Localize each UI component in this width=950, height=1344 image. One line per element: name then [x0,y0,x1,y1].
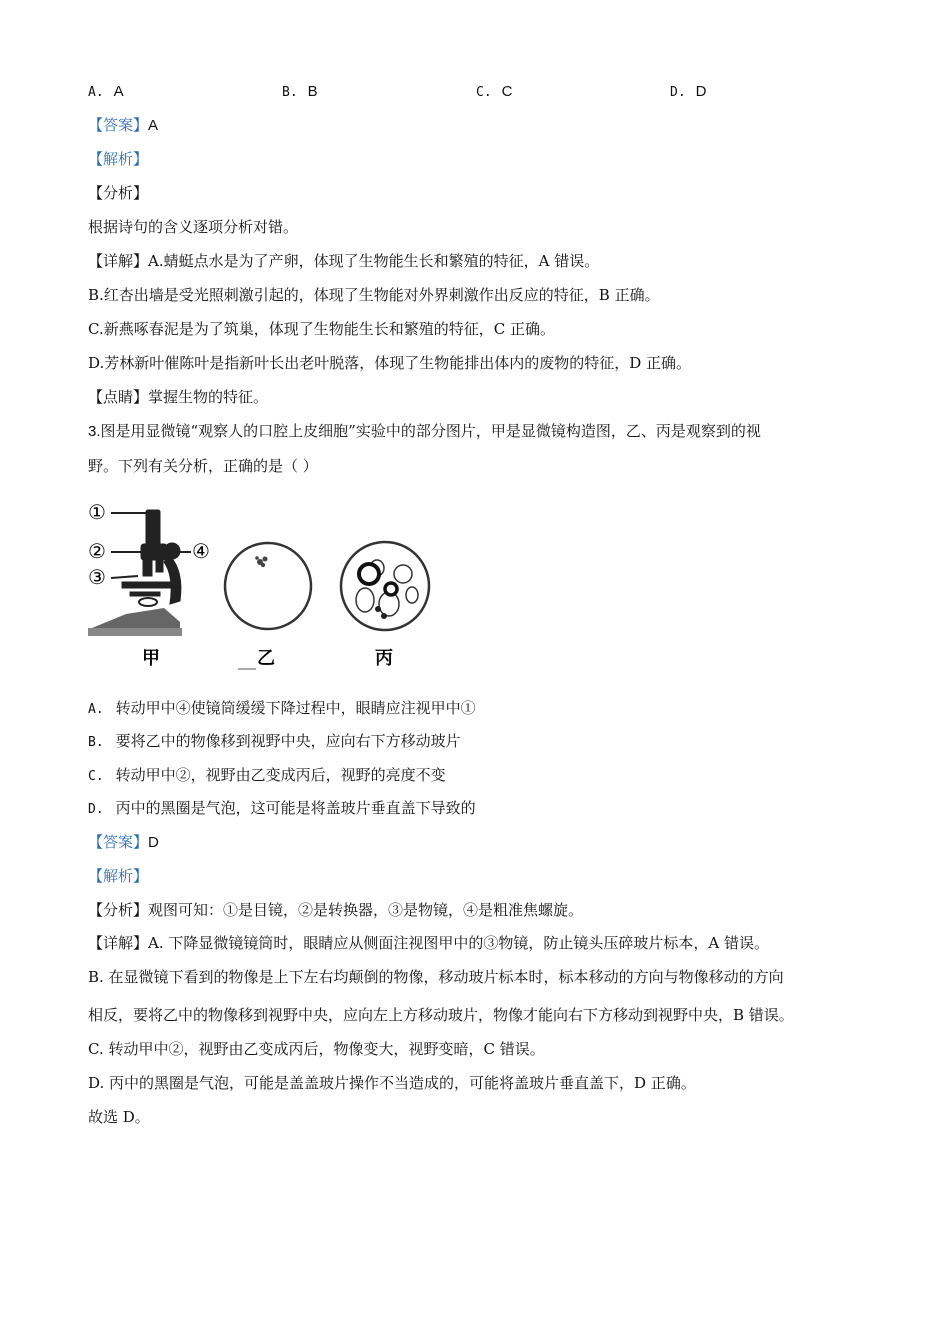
q3-conclusion: 故选 D。 [88,1108,150,1126]
question-stem-line2: 野。下列有关分析，正确的是（ ） [88,457,318,475]
fenxi-text: 观图可知：①是目镜，②是转换器，③是物镜，④是粗准焦螺旋。 [148,901,584,919]
fenxi-label: 【分析】 [88,184,149,202]
dianjing-text: 掌握生物的特征。 [148,388,269,406]
detail-text: A.蜻蜓点水是为了产卵，体现了生物能生长和繁殖的特征，A 错误。 [148,252,600,270]
q3-option-a [88,698,476,720]
fenxi-label: 【分析】 [88,901,149,919]
marker-2: ② [88,539,106,563]
detail-line-c: C.新燕啄春泥是为了筑巢，体现了生物能生长和繁殖的特征，C 正确。 [88,320,555,338]
option-a [88,81,124,103]
question-stem: 图是用显微镜“观察人的口腔上皮细胞”实验中的部分图片，甲是显微镜构造图，乙、丙是观察到的视 [100,422,761,440]
q3-fenxi-line [88,900,583,920]
option-value: C [501,83,513,100]
option-c [476,81,513,103]
question-stem-line1 [88,421,761,442]
q3-answer-line [88,832,159,853]
q3-detail-line-b2: 相反，要将乙中的物像移到视野中央，应向左上方移动玻片，物像才能向右下方移动到视野中央，B 错误。 [88,1006,794,1024]
fenxi-text: 根据诗句的含义逐项分析对错。 [88,218,299,236]
answer-line [88,115,158,136]
option-value: B [307,83,318,100]
option-key: A. [88,85,104,100]
option-text: 要将乙中的物像移到视野中央，应向右下方移动玻片 [115,732,461,750]
option-b [282,81,318,103]
marker-3: ③ [88,565,106,589]
option-key: D. [88,802,104,817]
dianjing-line [88,387,268,407]
dianjing-label: 【点睛】 [88,388,149,406]
option-key: C. [476,85,492,100]
marker-4: ④ [192,539,210,563]
bubble-icon [359,564,397,619]
caption-jia: 甲 [142,648,160,669]
option-key: A. [88,702,104,717]
answer-label: 【答案】 [88,116,149,134]
detail-label: 【详解】 [88,934,149,952]
option-value: A [113,83,124,100]
q3-analysis-label: 【解析】 [88,867,149,885]
caption-yi: 乙 [257,648,275,669]
q3-detail-line-c: C. 转动甲中②，视野由乙变成丙后，物像变大，视野变暗，C 错误。 [88,1040,545,1058]
question-number: 3. [88,423,101,440]
q3-option-c [88,765,446,787]
answer-value: A [148,117,159,134]
option-d [670,81,707,103]
caption-bing: 丙 [375,648,393,669]
cell-cluster-yi [255,556,267,567]
option-key: C. [88,769,104,784]
q3-option-b [88,731,461,753]
option-text: 转动甲中④使镜筒缓缓下降过程中，眼睛应注视甲中① [115,699,476,717]
q3-detail-line-b1: B. 在显微镜下看到的物像是上下左右均颠倒的物像，移动玻片标本时，标本移动的方向与物像移动的方向 [88,968,784,986]
view-yi [225,543,311,629]
microscope-figure [86,496,436,676]
option-key: B. [88,735,104,750]
detail-line-a [88,251,599,271]
option-value: D [695,83,707,100]
analysis-label: 【解析】 [88,150,149,168]
option-key: D. [670,85,686,100]
option-text: 转动甲中②，视野由乙变成丙后，视野的亮度不变 [115,766,446,784]
marker-1: ① [88,500,106,524]
detail-line-d: D.芳林新叶催陈叶是指新叶长出老叶脱落，体现了生物能排出体内的废物的特征，D 正确。 [88,354,692,372]
detail-line-b: B.红杏出墙是受光照刺激引起的，体现了生物能对外界刺激作出反应的特征，B 正确。 [88,286,660,304]
option-key: B. [282,85,298,100]
q3-option-d [88,798,476,820]
answer-label: 【答案】 [88,833,149,851]
q3-detail-line-d: D. 丙中的黑圈是气泡，可能是盖盖玻片操作不当造成的，可能将盖玻片垂直盖下，D 正确。 [88,1074,696,1092]
answer-value: D [148,834,159,851]
detail-label: 【详解】 [88,252,149,270]
q3-detail-line-a [88,933,769,953]
detail-text: A. 下降显微镜镜筒时，眼睛应从侧面注视图甲中的③物镜，防止镜头压碎玻片标本，A 错误。 [148,934,769,952]
option-text: 丙中的黑圈是气泡，这可能是将盖玻片垂直盖下导致的 [115,799,476,817]
